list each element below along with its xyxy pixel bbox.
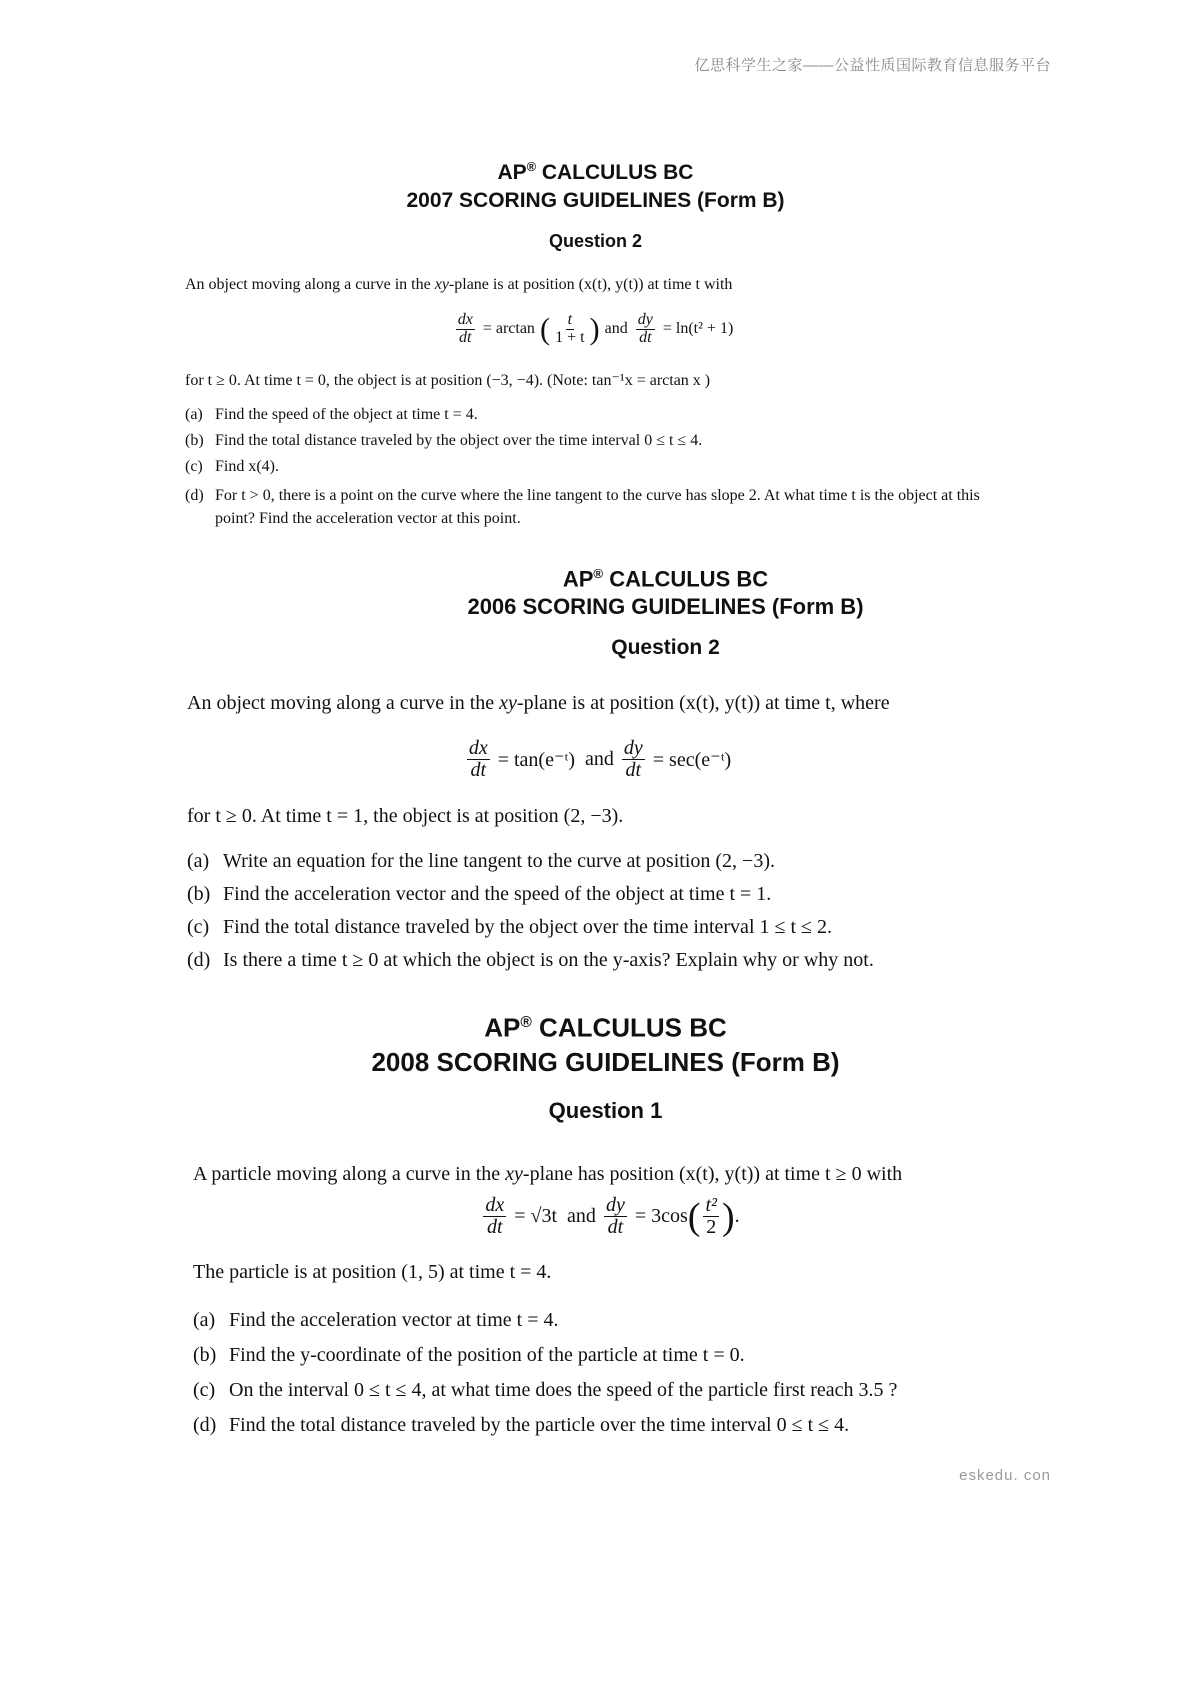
header-2008-line1: AP® CALCULUS BC xyxy=(484,1012,727,1043)
frac-dydt-2006: $\frac{dy}{dt}$ xyxy=(623,737,643,781)
item-2006-d: (d) Is there a time t ≥ 0 at which the object is on the y-axis? Explain why or why not. xyxy=(187,949,874,971)
question-2006-title: Question 2 xyxy=(611,636,720,659)
items-2008 xyxy=(193,1303,897,1443)
item-2008-d: (d) Find the total distance traveled by the particle over the time interval 0 ≤ t ≤ 4. xyxy=(193,1414,850,1436)
item-2008-a: (a) Find the acceleration vector at time t = 4. xyxy=(193,1309,559,1331)
equation-2008: $\frac{dx}{dt}$ = √3t and $\frac{dy}{dt}$ = 3cos ( $\frac{\text{t²}}{2}$ ) . xyxy=(485,1194,740,1238)
header-2006 xyxy=(70,560,1191,621)
condition-2006: for t ≥ 0. At time t = 1, the object is at position (2, −3). xyxy=(187,805,624,827)
equation-2006: $\frac{dx}{dt}$ = tan(e⁻ᵗ) and $\frac{dy}{dt}$ = sec(e⁻ᵗ) xyxy=(468,737,732,781)
item-2008-b: (b) Find the y-coordinate of the position of the particle at time t = 0. xyxy=(193,1344,745,1366)
frac-t-over-1t: $\frac{t}{1 + t}$ xyxy=(555,311,585,346)
items-2007 xyxy=(185,402,985,530)
item-2007-d: (d) For t > 0, there is a point on the curve where the line tangent to the curve has slope 2. At what time t is the object at this point? Find the acceleration vector at this point. xyxy=(185,487,980,527)
item-2008-c: (c) On the interval 0 ≤ t ≤ 4, at what time does the speed of the particle first reach 3.5 ? xyxy=(193,1379,898,1401)
footer-text: eskedu. con xyxy=(959,1467,1051,1484)
header-2007-line1: AP® CALCULUS BC xyxy=(497,160,694,184)
frac-dxdt-2006: $\frac{dx}{dt}$ xyxy=(468,737,488,781)
header-2006-line1: AP® CALCULUS BC xyxy=(562,566,769,592)
condition-2008: The particle is at position (1, 5) at time t = 4. xyxy=(193,1261,552,1283)
header-2007 xyxy=(0,153,1191,215)
question-2007-title: Question 2 xyxy=(548,231,642,251)
equation-2007: $\frac{dx}{dt}$ = arctan ( $\frac{t}{1 + t}$ ) and $\frac{dy}{dt}$ = ln(t² + 1) xyxy=(457,311,734,347)
item-2006-b: (b) Find the acceleration vector and the speed of the object at time t = 1. xyxy=(187,883,772,905)
item-2007-c: (c) Find x(4). xyxy=(185,458,279,475)
frac-t2-over-2: $\frac{\text{t²}}{2}$ xyxy=(705,1194,717,1238)
item-2006-c: (c) Find the total distance traveled by the object over the time interval 1 ≤ t ≤ 2. xyxy=(187,916,833,938)
frac-dydt-2008: $\frac{dy}{dt}$ xyxy=(605,1194,625,1238)
header-2008-line2: 2008 SCORING GUIDELINES (Form B) xyxy=(371,1046,840,1077)
question-2008-title: Question 1 xyxy=(548,1098,663,1123)
condition-2007: for t ≥ 0. At time t = 0, the object is at position (−3, −4). (Note: tan⁻¹x = arctan x ) xyxy=(185,372,711,389)
header-2007-line2: 2007 SCORING GUIDELINES (Form B) xyxy=(406,189,785,212)
frac-dydt: $\frac{dy}{dt}$ xyxy=(637,311,653,346)
frac-dxdt: $\frac{dx}{dt}$ xyxy=(457,311,473,346)
item-2006-a: (a) Write an equation for the line tangent to the curve at position (2, −3). xyxy=(187,850,775,872)
item-2007-b: (b) Find the total distance traveled by the object over the time interval 0 ≤ t ≤ 4. xyxy=(185,432,703,449)
header-2006-line2: 2006 SCORING GUIDELINES (Form B) xyxy=(467,594,864,620)
item-2007-a: (a) Find the speed of the object at time t = 4. xyxy=(185,406,478,423)
intro-2006: An object moving along a curve in the xy-plane is at position (x(t), y(t)) at time t, where xyxy=(187,692,890,714)
frac-dxdt-2008: $\frac{dx}{dt}$ xyxy=(485,1194,505,1238)
header-2008 xyxy=(10,1006,1191,1079)
watermark-text: 亿思科学生之家——公益性质国际教育信息服务平台 xyxy=(694,57,1051,74)
intro-2007: An object moving along a curve in the xy-plane is at position (x(t), y(t)) at time t with xyxy=(185,276,733,293)
intro-2008: A particle moving along a curve in the xy-plane has position (x(t), y(t)) at time t ≥ 0 with xyxy=(193,1163,903,1185)
items-2006 xyxy=(187,845,874,977)
